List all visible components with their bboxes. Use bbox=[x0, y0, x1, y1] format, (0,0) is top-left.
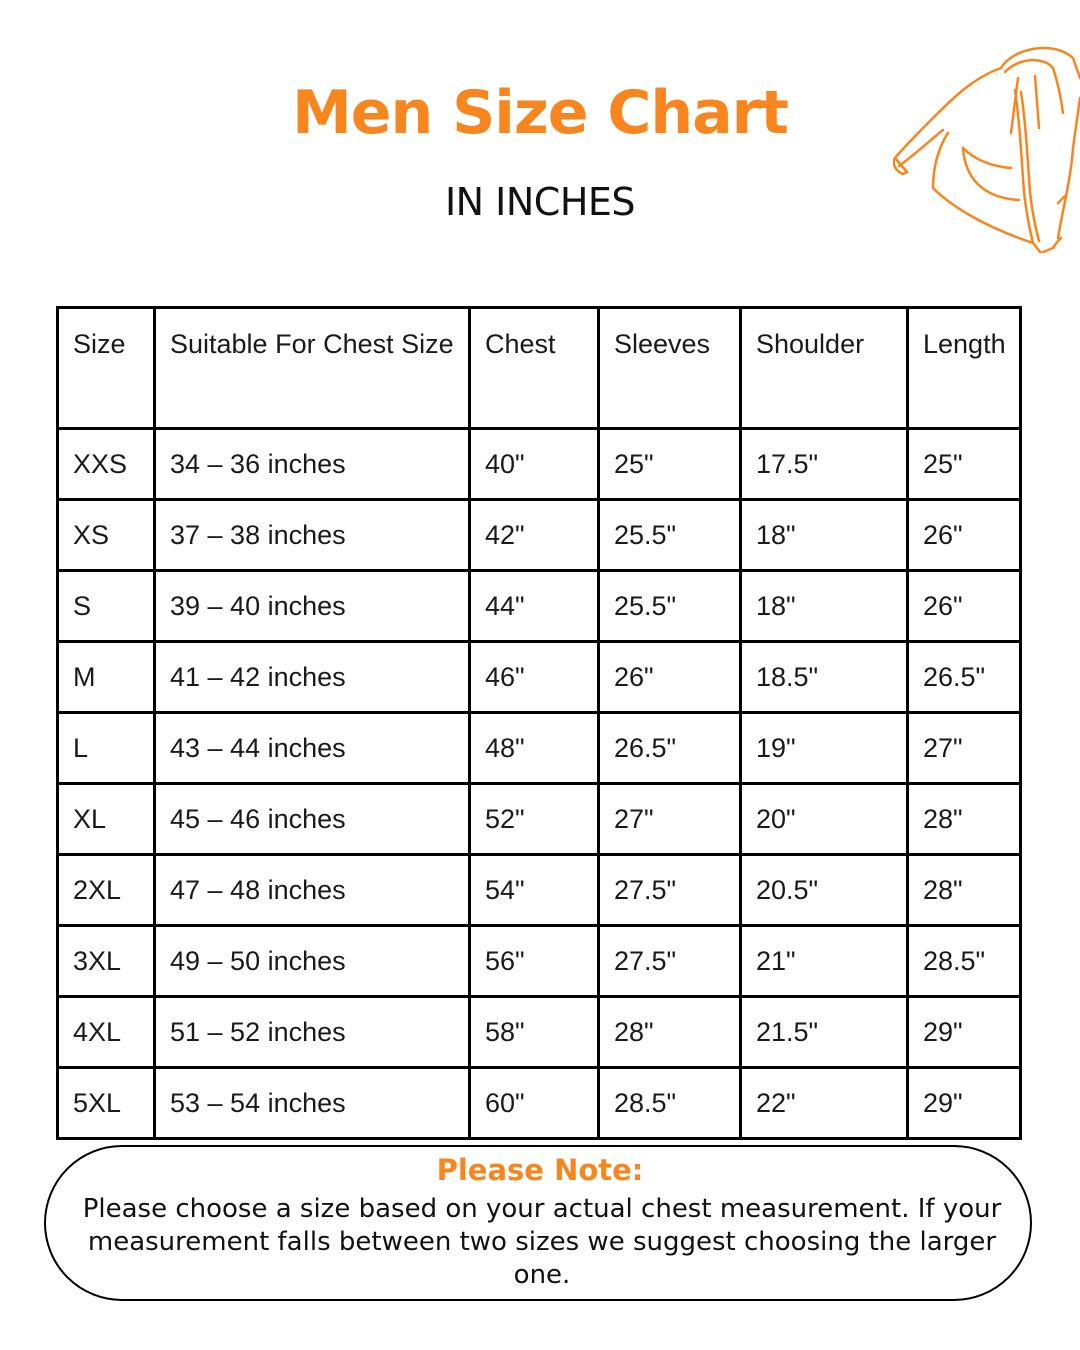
column-header-sleeves: Sleeves bbox=[599, 308, 741, 429]
cell-chest: 56" bbox=[470, 926, 599, 997]
cell-size: 4XL bbox=[58, 997, 155, 1068]
cell-sleeves: 26" bbox=[599, 642, 741, 713]
cell-chest: 40" bbox=[470, 429, 599, 500]
cell-chest: 46" bbox=[470, 642, 599, 713]
cell-length: 26" bbox=[908, 571, 1021, 642]
cell-size: XXS bbox=[58, 429, 155, 500]
table-row bbox=[58, 855, 1021, 926]
cell-shoulder: 21.5" bbox=[741, 997, 908, 1068]
column-header-shoulder: Shoulder bbox=[741, 308, 908, 429]
cell-chest-size: 39 – 40 inches bbox=[155, 571, 470, 642]
cell-chest: 42" bbox=[470, 500, 599, 571]
table-row bbox=[58, 571, 1021, 642]
note-title: Please Note: bbox=[436, 1153, 644, 1187]
column-header-length: Length bbox=[908, 308, 1021, 429]
cell-shoulder: 19" bbox=[741, 713, 908, 784]
cell-shoulder: 21" bbox=[741, 926, 908, 997]
cell-sleeves: 27" bbox=[599, 784, 741, 855]
cell-sleeves: 28.5" bbox=[599, 1068, 741, 1139]
cell-shoulder: 17.5" bbox=[741, 429, 908, 500]
note-text: Please choose a size based on your actual chest measurement. If your measurement falls between two sizes we suggest choosing the larger one. bbox=[82, 1194, 1002, 1290]
cell-length: 26" bbox=[908, 500, 1021, 571]
cell-shoulder: 18" bbox=[741, 571, 908, 642]
cell-chest-size: 34 – 36 inches bbox=[155, 429, 470, 500]
cell-chest: 58" bbox=[470, 997, 599, 1068]
cell-size: S bbox=[58, 571, 155, 642]
cell-size: 3XL bbox=[58, 926, 155, 997]
cell-length: 29" bbox=[908, 997, 1021, 1068]
cell-size: M bbox=[58, 642, 155, 713]
cell-length: 29" bbox=[908, 1068, 1021, 1139]
cell-sleeves: 25.5" bbox=[599, 571, 741, 642]
cell-chest-size: 49 – 50 inches bbox=[155, 926, 470, 997]
cell-size: 2XL bbox=[58, 855, 155, 926]
table-header-row bbox=[58, 308, 1021, 429]
table-row bbox=[58, 926, 1021, 997]
cell-chest: 60" bbox=[470, 1068, 599, 1139]
page-title: Men Size Chart bbox=[292, 78, 788, 148]
table-row bbox=[58, 500, 1021, 571]
cell-shoulder: 20.5" bbox=[741, 855, 908, 926]
cell-shoulder: 22" bbox=[741, 1068, 908, 1139]
cell-sleeves: 26.5" bbox=[599, 713, 741, 784]
cell-shoulder: 18.5" bbox=[741, 642, 908, 713]
table-row bbox=[58, 713, 1021, 784]
cell-chest-size: 51 – 52 inches bbox=[155, 997, 470, 1068]
cell-size: XS bbox=[58, 500, 155, 571]
cell-sleeves: 27.5" bbox=[599, 855, 741, 926]
cell-length: 28" bbox=[908, 855, 1021, 926]
page-subtitle: IN INCHES bbox=[444, 180, 636, 224]
cell-chest-size: 45 – 46 inches bbox=[155, 784, 470, 855]
table-row bbox=[58, 429, 1021, 500]
cell-sleeves: 25.5" bbox=[599, 500, 741, 571]
cell-shoulder: 20" bbox=[741, 784, 908, 855]
table-row bbox=[58, 784, 1021, 855]
table-row bbox=[58, 642, 1021, 713]
cell-chest-size: 41 – 42 inches bbox=[155, 642, 470, 713]
cell-sleeves: 25" bbox=[599, 429, 741, 500]
cell-chest-size: 53 – 54 inches bbox=[155, 1068, 470, 1139]
cell-chest: 52" bbox=[470, 784, 599, 855]
cell-chest: 54" bbox=[470, 855, 599, 926]
cell-chest-size: 37 – 38 inches bbox=[155, 500, 470, 571]
cell-size: L bbox=[58, 713, 155, 784]
size-chart-table bbox=[56, 306, 1022, 1140]
cell-chest-size: 43 – 44 inches bbox=[155, 713, 470, 784]
cell-length: 27" bbox=[908, 713, 1021, 784]
column-header-chest-size: Suitable For Chest Size bbox=[155, 308, 470, 429]
column-header-size: Size bbox=[58, 308, 155, 429]
table-row bbox=[58, 997, 1021, 1068]
cell-size: 5XL bbox=[58, 1068, 155, 1139]
cell-length: 26.5" bbox=[908, 642, 1021, 713]
cell-length: 28" bbox=[908, 784, 1021, 855]
column-header-chest: Chest bbox=[470, 308, 599, 429]
cell-length: 25" bbox=[908, 429, 1021, 500]
cell-chest: 44" bbox=[470, 571, 599, 642]
cell-chest: 48" bbox=[470, 713, 599, 784]
cell-sleeves: 27.5" bbox=[599, 926, 741, 997]
cell-shoulder: 18" bbox=[741, 500, 908, 571]
cell-size: XL bbox=[58, 784, 155, 855]
cell-length: 28.5" bbox=[908, 926, 1021, 997]
cell-sleeves: 28" bbox=[599, 997, 741, 1068]
cell-chest-size: 47 – 48 inches bbox=[155, 855, 470, 926]
table-row bbox=[58, 1068, 1021, 1139]
